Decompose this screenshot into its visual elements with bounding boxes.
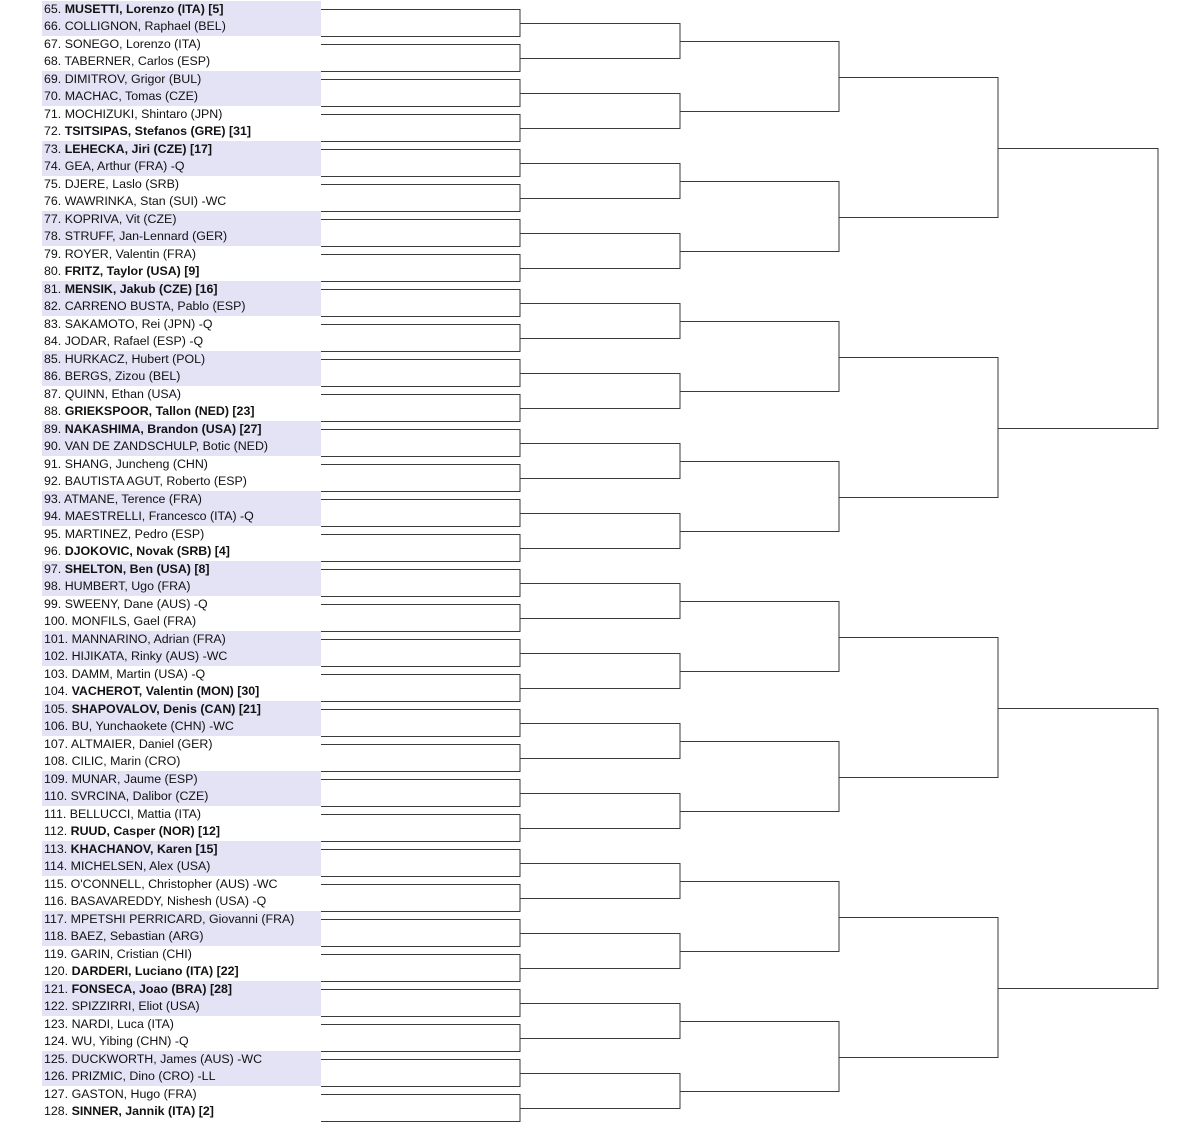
match-connector bbox=[321, 430, 520, 457]
match-connector bbox=[321, 885, 520, 912]
player-name: BAEZ, Sebastian (ARG) bbox=[70, 929, 204, 943]
draw-position-number: 104. bbox=[44, 684, 69, 698]
draw-position-number: 76. bbox=[44, 194, 62, 208]
player-name: HUMBERT, Ugo (FRA) bbox=[64, 579, 191, 593]
draw-position-number: 91. bbox=[44, 456, 62, 471]
player-name: GRIEKSPOOR, Tallon (NED) [23] bbox=[64, 404, 255, 418]
match-connector bbox=[520, 374, 680, 409]
draw-position-number: 96. bbox=[44, 544, 62, 558]
draw-position-number: 69. bbox=[44, 71, 62, 86]
draw-position-number: 105. bbox=[44, 701, 69, 716]
draw-position-number: 117. bbox=[44, 911, 68, 926]
player-name: TABERNER, Carlos (ESP) bbox=[64, 54, 211, 68]
player-name: NARDI, Luca (ITA) bbox=[71, 1016, 174, 1031]
draw-position-number: 93. bbox=[44, 491, 62, 506]
draw-position-number: 112. bbox=[44, 824, 68, 838]
match-connector bbox=[998, 709, 1158, 989]
match-connector bbox=[321, 500, 520, 527]
match-connector bbox=[321, 45, 520, 72]
player-name: BAUTISTA AGUT, Roberto (ESP) bbox=[64, 474, 247, 488]
match-connector bbox=[321, 1025, 520, 1052]
match-connector bbox=[321, 150, 520, 177]
player-name: HIJIKATA, Rinky (AUS) -WC bbox=[71, 649, 228, 663]
match-connector bbox=[321, 640, 520, 667]
match-connector bbox=[520, 164, 680, 199]
draw-position-number: 106. bbox=[44, 719, 69, 733]
match-connector bbox=[520, 514, 680, 549]
draw-position-number: 78. bbox=[44, 229, 62, 243]
player-name: DUCKWORTH, James (AUS) -WC bbox=[71, 1051, 263, 1066]
draw-position-number: 114. bbox=[44, 859, 68, 873]
draw-position-number: 126. bbox=[44, 1069, 69, 1083]
player-name: SHAPOVALOV, Denis (CAN) [21] bbox=[71, 701, 261, 716]
player-name: MUSETTI, Lorenzo (ITA) [5] bbox=[64, 1, 224, 16]
draw-position-number: 118. bbox=[44, 929, 68, 943]
match-connector bbox=[321, 395, 520, 422]
match-connector bbox=[839, 358, 998, 498]
draw-position-number: 94. bbox=[44, 509, 62, 523]
match-connector bbox=[680, 602, 839, 672]
match-connector bbox=[520, 1004, 680, 1039]
draw-position-number: 92. bbox=[44, 474, 62, 488]
player-name: O'CONNELL, Christopher (AUS) -WC bbox=[70, 876, 278, 891]
player-name: BERGS, Zizou (BEL) bbox=[64, 369, 181, 383]
player-name: CARRENO BUSTA, Pablo (ESP) bbox=[64, 299, 246, 313]
match-connector bbox=[321, 1095, 520, 1122]
draw-position-number: 89. bbox=[44, 421, 62, 436]
draw-position-number: 71. bbox=[44, 106, 62, 121]
player-name: DAMM, Martin (USA) -Q bbox=[71, 666, 206, 681]
player-name: DARDERI, Luciano (ITA) [22] bbox=[71, 964, 239, 978]
player-name: GARIN, Cristian (CHI) bbox=[70, 946, 192, 961]
player-name: CILIC, Marin (CRO) bbox=[71, 754, 181, 768]
player-name: ATMANE, Terence (FRA) bbox=[64, 491, 202, 506]
match-connector bbox=[680, 1022, 839, 1092]
player-name: MOCHIZUKI, Shintaro (JPN) bbox=[64, 106, 223, 121]
player-name: JODAR, Rafael (ESP) -Q bbox=[64, 334, 204, 348]
draw-position-number: 74. bbox=[44, 159, 62, 173]
draw-position-number: 95. bbox=[44, 526, 62, 541]
match-connector bbox=[321, 80, 520, 107]
match-connector bbox=[520, 584, 680, 619]
draw-position-number: 70. bbox=[44, 89, 62, 103]
player-name: FONSECA, Joao (BRA) [28] bbox=[71, 981, 232, 996]
player-name: TSITSIPAS, Stefanos (GRE) [31] bbox=[64, 124, 252, 138]
player-name: BELLUCCI, Mattia (ITA) bbox=[69, 806, 202, 821]
draw-position-number: 120. bbox=[44, 964, 69, 978]
player-name: KOPRIVA, Vit (CZE) bbox=[64, 211, 177, 226]
player-name: MPETSHI PERRICARD, Giovanni (FRA) bbox=[70, 911, 295, 926]
player-name: GASTON, Hugo (FRA) bbox=[71, 1086, 197, 1101]
draw-position-number: 109. bbox=[44, 771, 69, 786]
match-connector bbox=[520, 234, 680, 269]
match-connector bbox=[321, 1060, 520, 1087]
match-connector bbox=[998, 149, 1158, 429]
match-connector bbox=[680, 182, 839, 252]
player-name: SONEGO, Lorenzo (ITA) bbox=[64, 36, 201, 51]
player-name: ROYER, Valentin (FRA) bbox=[64, 246, 196, 261]
draw-position-number: 122. bbox=[44, 999, 69, 1013]
player-name: GEA, Arthur (FRA) -Q bbox=[64, 159, 185, 173]
match-connector bbox=[321, 955, 520, 982]
draw-position-number: 128. bbox=[44, 1104, 69, 1118]
match-connector bbox=[520, 304, 680, 339]
draw-position-number: 75. bbox=[44, 176, 62, 191]
match-connector bbox=[839, 918, 998, 1058]
player-name: SAKAMOTO, Rei (JPN) -Q bbox=[64, 316, 213, 331]
player-name: COLLIGNON, Raphael (BEL) bbox=[64, 19, 226, 33]
draw-position-number: 115. bbox=[44, 876, 68, 891]
draw-position-number: 116. bbox=[44, 894, 68, 908]
draw-position-number: 100. bbox=[44, 614, 69, 628]
player-name: WU, Yibing (CHN) -Q bbox=[71, 1034, 189, 1048]
match-connector bbox=[839, 78, 998, 218]
draw-position-number: 111. bbox=[44, 806, 67, 821]
draw-position-number: 85. bbox=[44, 351, 62, 366]
player-name: FRITZ, Taylor (USA) [9] bbox=[64, 264, 200, 278]
match-connector bbox=[520, 1074, 680, 1109]
draw-position-number: 81. bbox=[44, 281, 62, 296]
match-connector bbox=[321, 920, 520, 947]
draw-position-number: 66. bbox=[44, 19, 62, 33]
match-connector bbox=[680, 742, 839, 812]
draw-position-number: 80. bbox=[44, 264, 62, 278]
player-name: MONFILS, Gael (FRA) bbox=[71, 614, 197, 628]
player-name: BASAVAREDDY, Nishesh (USA) -Q bbox=[70, 894, 267, 908]
player-name: DJERE, Laslo (SRB) bbox=[64, 176, 179, 191]
match-connector bbox=[321, 10, 520, 37]
draw-position-number: 103. bbox=[44, 666, 69, 681]
draw-position-number: 127. bbox=[44, 1086, 69, 1101]
player-name: BU, Yunchaokete (CHN) -WC bbox=[71, 719, 234, 733]
match-connector bbox=[321, 115, 520, 142]
draw-position-number: 99. bbox=[44, 596, 62, 611]
match-connector bbox=[680, 322, 839, 392]
draw-position-number: 67. bbox=[44, 36, 62, 51]
player-name: MACHAC, Tomas (CZE) bbox=[64, 89, 199, 103]
match-connector bbox=[680, 462, 839, 532]
match-connector bbox=[520, 24, 680, 59]
draw-position-number: 107. bbox=[44, 736, 69, 751]
match-connector bbox=[321, 710, 520, 737]
draw-position-number: 123. bbox=[44, 1016, 69, 1031]
match-connector bbox=[321, 780, 520, 807]
player-name: MARTINEZ, Pedro (ESP) bbox=[64, 526, 205, 541]
player-name: KHACHANOV, Karen [15] bbox=[70, 841, 218, 856]
player-name: STRUFF, Jan-Lennard (GER) bbox=[64, 229, 228, 243]
draw-position-number: 102. bbox=[44, 649, 69, 663]
player-name: MENSIK, Jakub (CZE) [16] bbox=[64, 281, 218, 296]
draw-position-number: 86. bbox=[44, 369, 62, 383]
player-name: MICHELSEN, Alex (USA) bbox=[70, 859, 211, 873]
draw-position-number: 65. bbox=[44, 1, 62, 16]
match-connector bbox=[321, 360, 520, 387]
draw-position-number: 84. bbox=[44, 334, 62, 348]
match-connector bbox=[321, 850, 520, 877]
draw-position-number: 110. bbox=[44, 789, 68, 803]
player-name: PRIZMIC, Dino (CRO) -LL bbox=[71, 1069, 216, 1083]
player-name: SVRCINA, Dalibor (CZE) bbox=[70, 789, 209, 803]
player-name: WAWRINKA, Stan (SUI) -WC bbox=[64, 194, 227, 208]
draw-position-number: 82. bbox=[44, 299, 62, 313]
draw-position-number: 87. bbox=[44, 386, 62, 401]
match-connector bbox=[321, 220, 520, 247]
player-name: SHELTON, Ben (USA) [8] bbox=[64, 561, 210, 576]
draw-position-number: 73. bbox=[44, 141, 62, 156]
match-connector bbox=[520, 934, 680, 969]
match-connector bbox=[321, 815, 520, 842]
match-connector bbox=[520, 724, 680, 759]
draw-position-number: 72. bbox=[44, 124, 62, 138]
player-name: NAKASHIMA, Brandon (USA) [27] bbox=[64, 421, 262, 436]
match-connector bbox=[321, 465, 520, 492]
draw-position-number: 119. bbox=[44, 946, 68, 961]
match-connector bbox=[321, 570, 520, 597]
match-connector bbox=[321, 325, 520, 352]
match-connector bbox=[839, 638, 998, 778]
match-connector bbox=[520, 94, 680, 129]
player-name: SHANG, Juncheng (CHN) bbox=[64, 456, 208, 471]
player-name: LEHECKA, Jiri (CZE) [17] bbox=[64, 141, 213, 156]
match-connector bbox=[520, 654, 680, 689]
draw-position-number: 68. bbox=[44, 54, 62, 68]
match-connector bbox=[321, 745, 520, 772]
player-name: MUNAR, Jaume (ESP) bbox=[71, 771, 198, 786]
player-name: MAESTRELLI, Francesco (ITA) -Q bbox=[64, 509, 254, 523]
draw-position-number: 101. bbox=[44, 631, 69, 646]
draw-position-number: 88. bbox=[44, 404, 62, 418]
player-name: SWEENY, Dane (AUS) -Q bbox=[64, 596, 208, 611]
draw-position-number: 124. bbox=[44, 1034, 69, 1048]
draw-position-number: 83. bbox=[44, 316, 62, 331]
match-connector bbox=[321, 185, 520, 212]
match-connector bbox=[520, 444, 680, 479]
player-name: QUINN, Ethan (USA) bbox=[64, 386, 182, 401]
match-connector bbox=[680, 42, 839, 112]
player-name: DJOKOVIC, Novak (SRB) [4] bbox=[64, 544, 230, 558]
player-name: ALTMAIER, Daniel (GER) bbox=[70, 736, 213, 751]
draw-position-number: 79. bbox=[44, 246, 62, 261]
player-name: VACHEROT, Valentin (MON) [30] bbox=[71, 684, 260, 698]
draw-position-number: 121. bbox=[44, 981, 69, 996]
player-name: SPIZZIRRI, Eliot (USA) bbox=[71, 999, 200, 1013]
match-connector bbox=[321, 605, 520, 632]
draw-position-number: 113. bbox=[44, 841, 68, 856]
match-connector bbox=[321, 675, 520, 702]
match-connector bbox=[321, 290, 520, 317]
player-name: HURKACZ, Hubert (POL) bbox=[64, 351, 206, 366]
player-name: RUUD, Casper (NOR) [12] bbox=[70, 824, 221, 838]
match-connector bbox=[321, 990, 520, 1017]
player-name: MANNARINO, Adrian (FRA) bbox=[71, 631, 226, 646]
player-name: DIMITROV, Grigor (BUL) bbox=[64, 71, 202, 86]
draw-position-number: 97. bbox=[44, 561, 62, 576]
player-name: SINNER, Jannik (ITA) [2] bbox=[71, 1104, 214, 1118]
player-name: VAN DE ZANDSCHULP, Botic (NED) bbox=[64, 439, 269, 453]
match-connector bbox=[520, 794, 680, 829]
match-connector bbox=[680, 882, 839, 952]
draw-position-number: 125. bbox=[44, 1051, 69, 1066]
draw-position-number: 77. bbox=[44, 211, 62, 226]
match-connector bbox=[321, 535, 520, 562]
draw-position-number: 108. bbox=[44, 754, 69, 768]
match-connector bbox=[520, 864, 680, 899]
draw-position-number: 90. bbox=[44, 439, 62, 453]
match-connector bbox=[321, 255, 520, 282]
draw-position-number: 98. bbox=[44, 579, 62, 593]
